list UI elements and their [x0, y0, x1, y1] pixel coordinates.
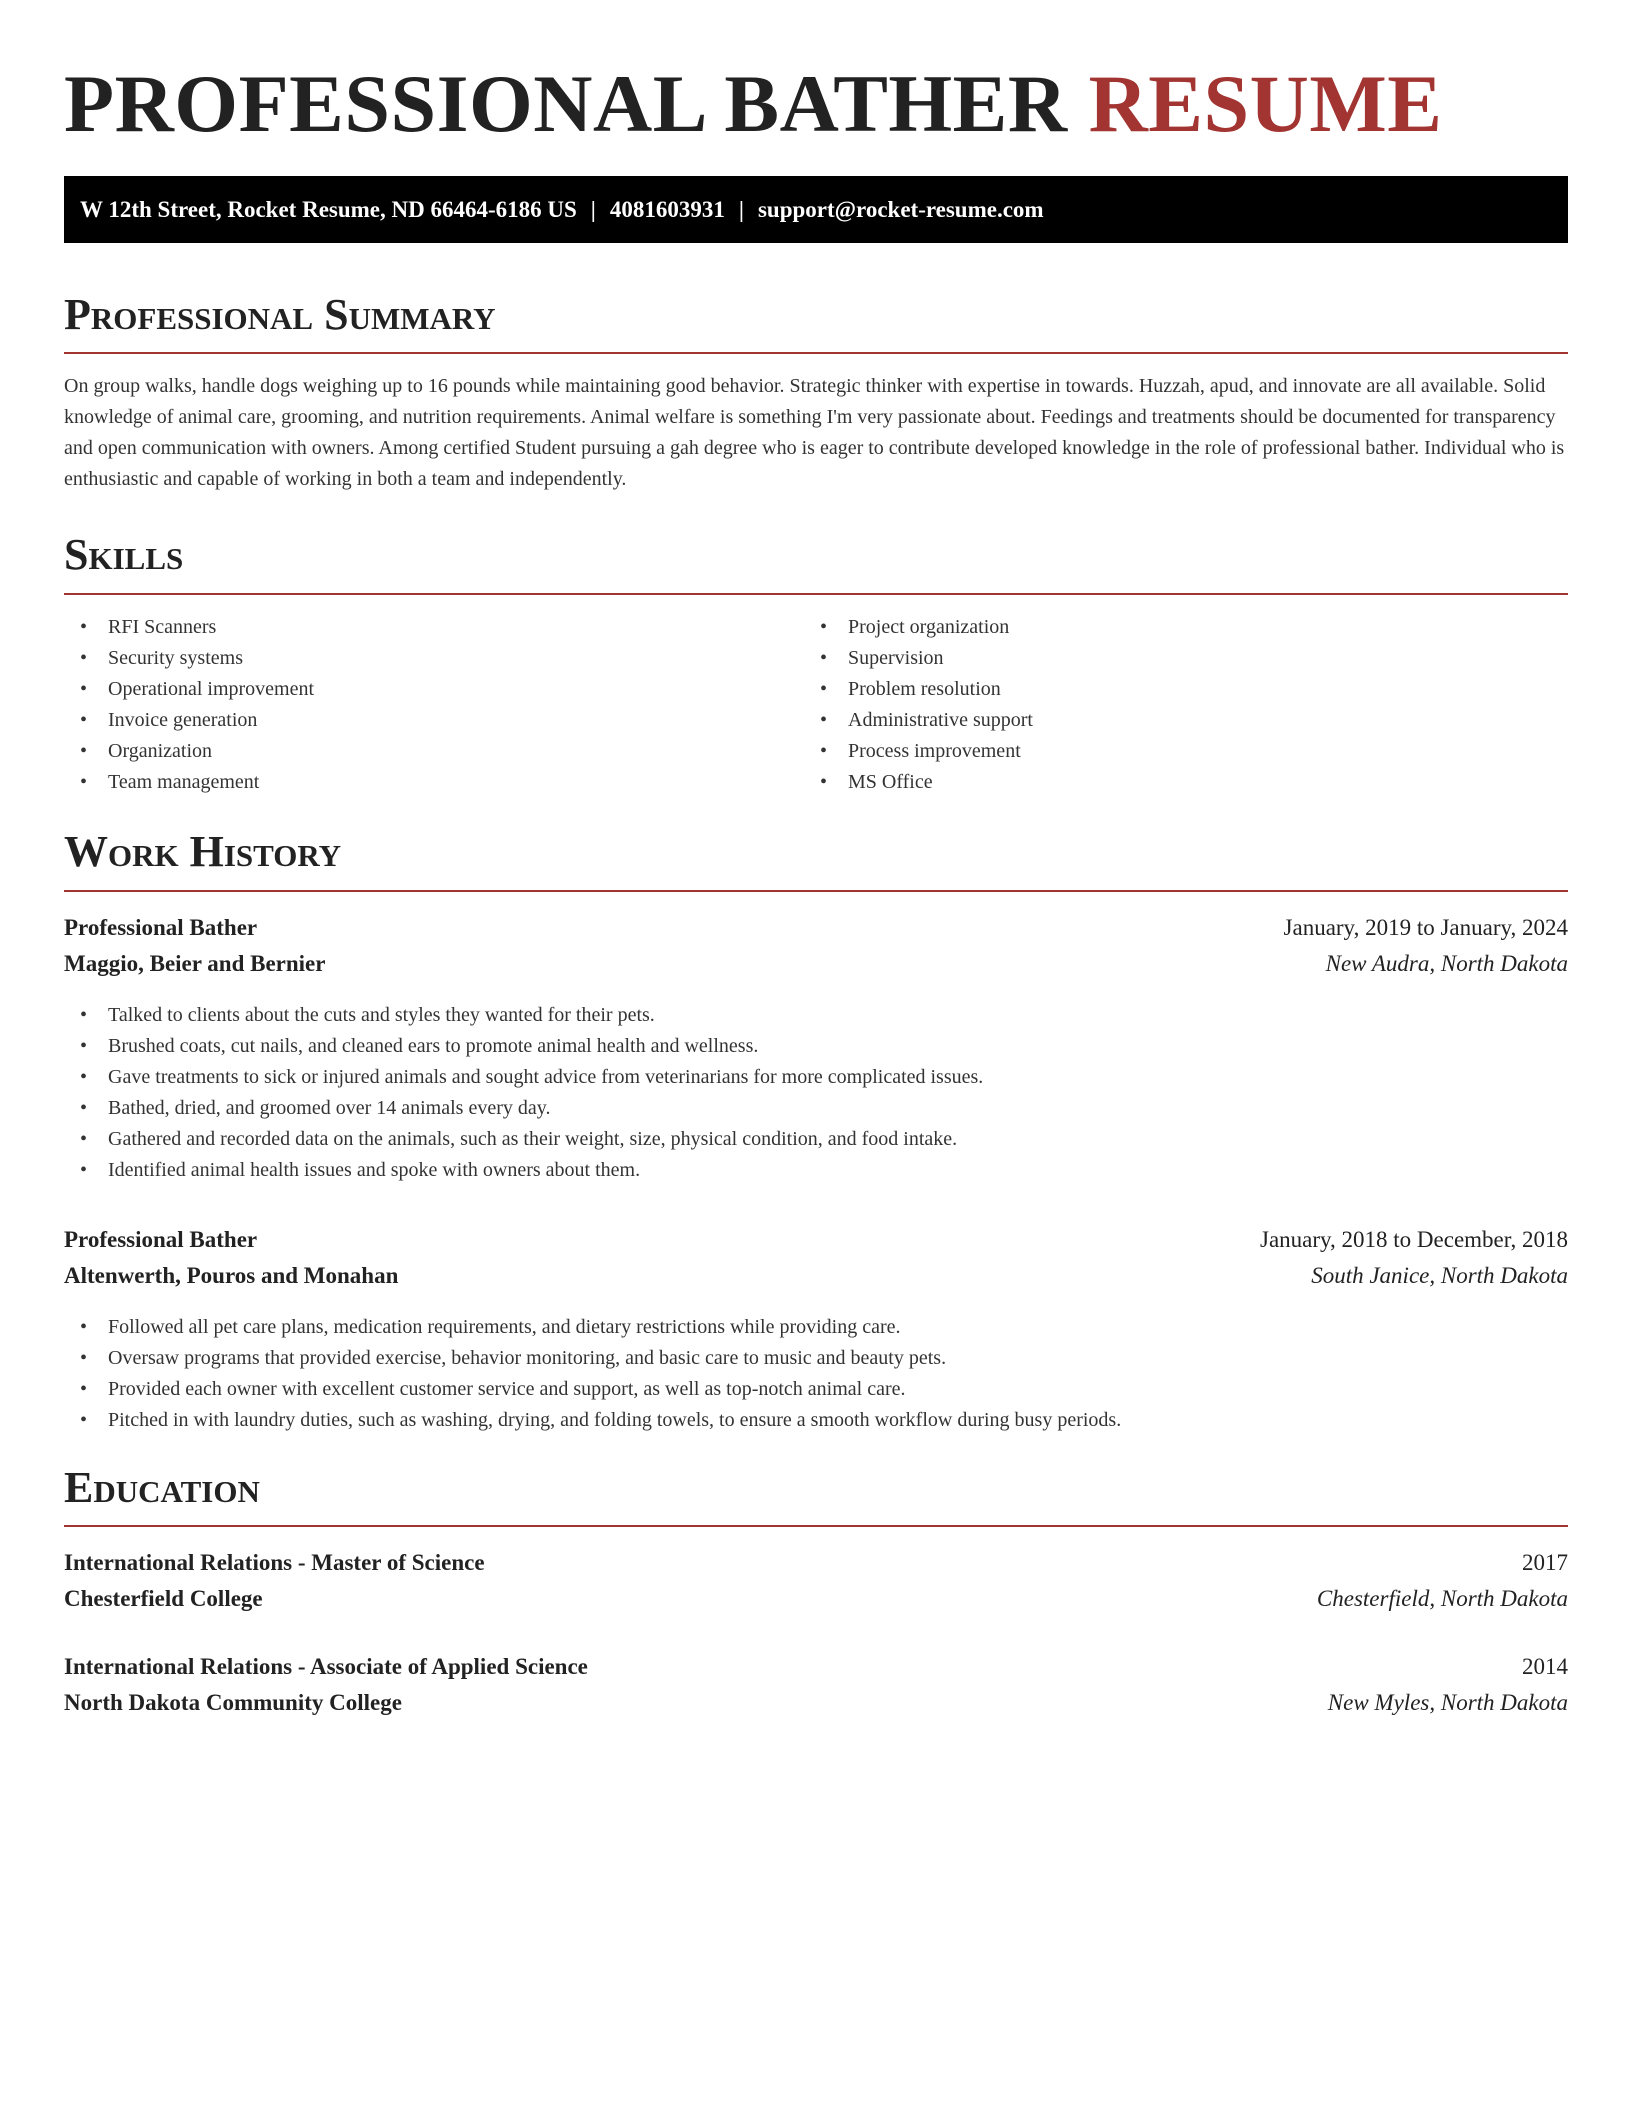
title-main: PROFESSIONAL BATHER [64, 58, 1068, 149]
job-duty: • Gave treatments to sick or injured animals and sought advice from veterinarians for more complicated issues. [64, 1062, 1568, 1093]
skill-item: • Security systems [64, 643, 804, 674]
section-divider [64, 1525, 1568, 1527]
section-divider [64, 593, 1568, 595]
contact-bar [64, 176, 1568, 243]
graduation-year: 2014 [1522, 1654, 1568, 1679]
job-dates: January, 2019 to January, 2024 [1283, 915, 1568, 940]
section-divider [64, 352, 1568, 354]
skills-list-right [804, 612, 1544, 798]
job-duty: • Gathered and recorded data on the animals, such as their weight, size, physical condition, and food intake. [64, 1124, 1568, 1155]
job-duty: • Followed all pet care plans, medication requirements, and dietary restrictions while providing care. [64, 1312, 1568, 1343]
job-duties-list [64, 1000, 1568, 1186]
work-entry-subheader [64, 946, 1568, 982]
contact-address: W 12th Street, Rocket Resume, ND 66464-6186 US [80, 197, 577, 222]
section-heading-skills: Skills [64, 530, 184, 579]
contact-email: support@rocket-resume.com [757, 197, 1044, 222]
job-location: South Janice, North Dakota [1311, 1263, 1568, 1288]
job-title: Professional Bather [64, 915, 258, 940]
education-entry-subheader [64, 1581, 1568, 1617]
title-accent: RESUME [1088, 58, 1443, 149]
job-duty: • Bathed, dried, and groomed over 14 animals every day. [64, 1093, 1568, 1124]
skill-item: • Project organization [804, 612, 1544, 643]
education-entry [64, 1545, 1568, 1617]
education-entry-header [64, 1545, 1568, 1581]
job-duty: • Talked to clients about the cuts and styles they wanted for their pets. [64, 1000, 1568, 1031]
skill-item: • Invoice generation [64, 705, 804, 736]
resume-title [64, 54, 1568, 154]
education-entry-header [64, 1649, 1568, 1685]
skill-item: • RFI Scanners [64, 612, 804, 643]
summary-text: On group walks, handle dogs weighing up to 16 pounds while maintaining good behavior. Strategic thinker with expertise in towards. Huzzah, apud, and innovate are all available. Solid knowledge of animal care, grooming, and nutrition requirements. Animal welfare is something I'm very passionate about. Feedings and treatments should be documented for transparency and open communication with owners. Among certified Student pursuing a gah degree who is eager to contribute developed knowledge in the role of professional bather. Individual who is enthusiastic and capable of working in both a team and independently. [64, 375, 1565, 490]
job-duty: • Oversaw programs that provided exercise, behavior monitoring, and basic care to music and beauty pets. [64, 1343, 1568, 1374]
job-duty: • Brushed coats, cut nails, and cleaned ears to promote animal health and wellness. [64, 1031, 1568, 1062]
skill-item: • Organization [64, 736, 804, 767]
school-location: New Myles, North Dakota [1327, 1690, 1568, 1715]
section-divider [64, 890, 1568, 892]
job-location: New Audra, North Dakota [1325, 951, 1568, 976]
work-entry-header [64, 1222, 1568, 1258]
contact-phone: 4081603931 [609, 197, 725, 222]
education-entry [64, 1649, 1568, 1721]
skills-grid [64, 612, 1568, 798]
section-heading-education: Education [64, 1463, 260, 1512]
work-entry-header [64, 910, 1568, 946]
job-dates: January, 2018 to December, 2018 [1260, 1227, 1568, 1252]
resume-page [64, 0, 1568, 1721]
contact-separator: | [590, 197, 596, 222]
skill-item: • Problem resolution [804, 674, 1544, 705]
school-location: Chesterfield, North Dakota [1316, 1586, 1568, 1611]
skill-item: • Process improvement [804, 736, 1544, 767]
graduation-year: 2017 [1522, 1550, 1568, 1575]
degree-name: International Relations - Master of Science [64, 1550, 485, 1575]
work-entry [64, 910, 1568, 1186]
job-duties-list [64, 1312, 1568, 1436]
section-heading-summary: Professional Summary [64, 290, 496, 339]
degree-name: International Relations - Associate of Applied Science [64, 1654, 588, 1679]
school-name: North Dakota Community College [64, 1690, 402, 1715]
job-duty: • Pitched in with laundry duties, such as washing, drying, and folding towels, to ensure a smooth workflow during busy periods. [64, 1405, 1568, 1436]
skill-item: • Supervision [804, 643, 1544, 674]
job-title: Professional Bather [64, 1227, 258, 1252]
job-duty: • Identified animal health issues and spoke with owners about them. [64, 1155, 1568, 1186]
contact-separator: | [738, 197, 744, 222]
skill-item: • Administrative support [804, 705, 1544, 736]
skill-item: • Team management [64, 767, 804, 798]
job-duty: • Provided each owner with excellent customer service and support, as well as top-notch animal care. [64, 1374, 1568, 1405]
skill-item: • Operational improvement [64, 674, 804, 705]
company-name: Maggio, Beier and Bernier [64, 951, 326, 976]
skill-item: • MS Office [804, 767, 1544, 798]
work-entry [64, 1222, 1568, 1436]
education-entry-subheader [64, 1685, 1568, 1721]
company-name: Altenwerth, Pouros and Monahan [64, 1263, 399, 1288]
skills-list-left [64, 612, 804, 798]
school-name: Chesterfield College [64, 1586, 263, 1611]
work-entry-subheader [64, 1258, 1568, 1294]
section-heading-work: Work History [64, 827, 342, 876]
